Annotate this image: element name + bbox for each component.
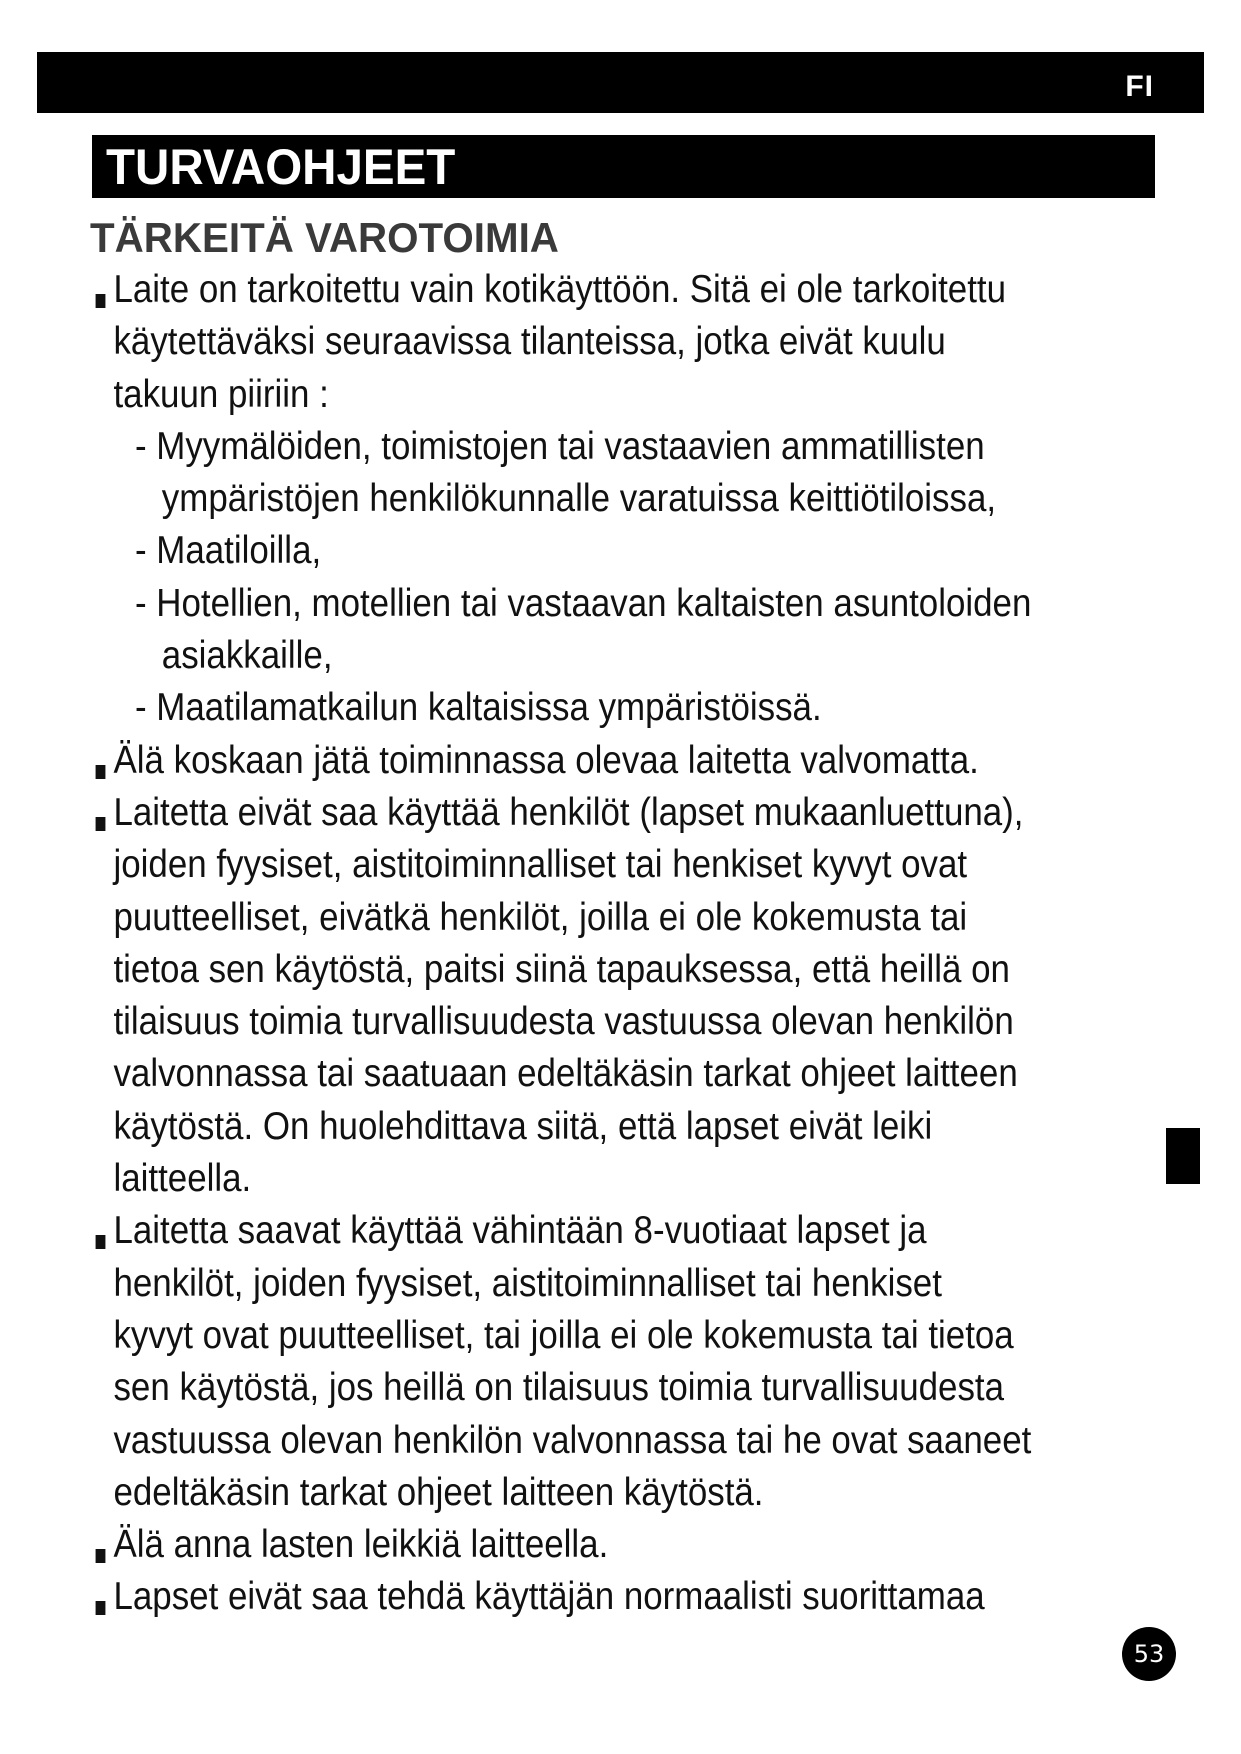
header-bar bbox=[37, 52, 1204, 113]
list-item bbox=[92, 787, 1085, 839]
section-tab-marker bbox=[1166, 1128, 1200, 1184]
bullet-icon bbox=[96, 294, 106, 308]
text-line: puutteelliset, eivätkä henkilöt, joilla ei ole kokemusta tai bbox=[113, 895, 968, 939]
text-line: vastuussa olevan henkilön valvonnassa tai he ovat saaneet bbox=[113, 1418, 1032, 1462]
list-item bbox=[92, 1205, 1085, 1257]
language-code: FI bbox=[1125, 70, 1154, 103]
text-line: edeltäkäsin tarkat ohjeet laitteen käytöstä. bbox=[113, 1470, 764, 1514]
text-line: Laitetta saavat käyttää vähintään 8-vuotiaat lapset ja bbox=[113, 1209, 927, 1253]
section-subtitle: TÄRKEITÄ VAROTOIMIA bbox=[90, 214, 559, 261]
text-line: ympäristöjen henkilökunnalle varatuissa keittiötiloissa, bbox=[161, 477, 997, 521]
text-line: valvonnassa tai saatuaan edeltäkäsin tarkat ohjeet laitteen bbox=[113, 1052, 1018, 1096]
bullet-icon bbox=[96, 765, 106, 779]
list-item bbox=[92, 735, 1085, 787]
page-number: 53 bbox=[1122, 1627, 1176, 1681]
sub-list-item: - Hotellien, motellien tai vastaavan kaltaisten asuntoloiden bbox=[134, 581, 1032, 625]
text-line: laitteella. bbox=[113, 1157, 252, 1201]
bullet-icon bbox=[96, 1235, 106, 1249]
sub-list-item: - Myymälöiden, toimistojen tai vastaavien ammatillisten bbox=[134, 424, 985, 468]
list-item bbox=[92, 264, 1085, 316]
safety-instructions bbox=[92, 264, 1202, 1624]
text-line: joiden fyysiset, aistitoiminnalliset tai henkiset kyvyt ovat bbox=[113, 843, 968, 887]
list-item bbox=[92, 1571, 1085, 1623]
list-item bbox=[92, 1519, 1085, 1571]
section-title-bar bbox=[92, 135, 1155, 198]
bullet-icon bbox=[96, 1549, 106, 1563]
text-line: käytöstä. On huolehdittava siitä, että lapset eivät leiki bbox=[113, 1104, 933, 1148]
text-line: Laitetta eivät saa käyttää henkilöt (lapset mukaanluettuna), bbox=[113, 790, 1024, 834]
bullet-icon bbox=[96, 1601, 106, 1615]
text-line: Lapset eivät saa tehdä käyttäjän normaalisti suorittamaa bbox=[113, 1575, 985, 1619]
bullet-icon bbox=[96, 817, 106, 831]
text-line: takuun piiriin : bbox=[113, 372, 329, 416]
text-line: asiakkaille, bbox=[161, 634, 333, 678]
text-line: sen käytöstä, jos heillä on tilaisuus toimia turvallisuudesta bbox=[113, 1366, 1005, 1410]
text-line: Älä koskaan jätä toiminnassa olevaa laitetta valvomatta. bbox=[113, 738, 979, 782]
text-line: henkilöt, joiden fyysiset, aistitoiminnalliset tai henkiset bbox=[113, 1261, 942, 1305]
sub-list-item: - Maatiloilla, bbox=[134, 529, 322, 573]
text-line: kyvyt ovat puutteelliset, tai joilla ei ole kokemusta tai tietoa bbox=[113, 1313, 1014, 1357]
text-line: Älä anna lasten leikkiä laitteella. bbox=[113, 1523, 609, 1567]
text-line: tietoa sen käytöstä, paitsi siinä tapauksessa, että heillä on bbox=[113, 947, 1010, 991]
text-line: käytettäväksi seuraavissa tilanteissa, jotka eivät kuulu bbox=[113, 320, 946, 364]
text-line: Laite on tarkoitettu vain kotikäyttöön. Sitä ei ole tarkoitettu bbox=[113, 268, 1007, 311]
sub-list-item: - Maatilamatkailun kaltaisissa ympäristöissä. bbox=[134, 686, 822, 730]
section-title: TURVAOHJEET bbox=[106, 139, 456, 195]
text-line: tilaisuus toimia turvallisuudesta vastuussa olevan henkilön bbox=[113, 1000, 1014, 1044]
